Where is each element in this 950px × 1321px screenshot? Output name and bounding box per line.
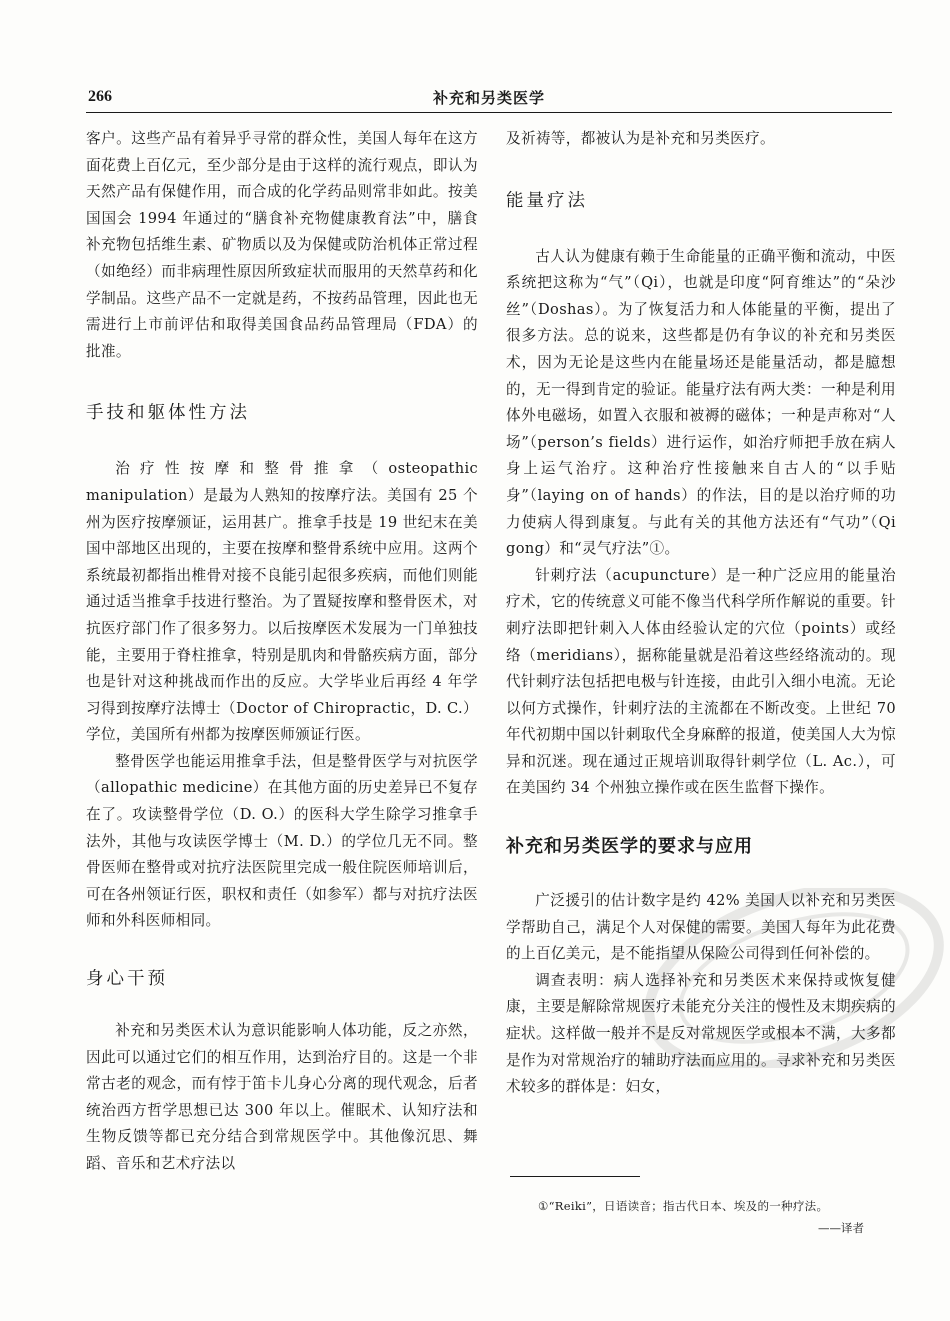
paragraph: 针刺疗法（acupuncture）是一种广泛应用的能量治疗术，它的传统意义可能不像当代科学所作解说的重要。针刺疗法即把针刺入人体由经验认定的穴位（points）或经络（meridians），据称能量就是沿着这些经络流动的。现代针刺疗法包括把电极与针连接，由此引入细小电流。无论以何方式操作，针刺疗法的主流都在不断改变。上世纪 70 年代初期中国以针刺取代全身麻醉的报道，使美国人大为惊异和沉迷。现在通过正规培训取得针刺学位（L. Ac.），可在美国约 34 个州独立操作或在医生监督下操作。 xyxy=(506,566,896,797)
right-column xyxy=(506,126,896,1101)
paragraph: 古人认为健康有赖于生命能量的正确平衡和流动，中医系统把这称为“气”（Qi），也就是印度“阿育维达”的“朵沙丝”（Doshas）。为了恢复活力和人体能量的平衡，提出了很多方法。总的说来，这些都是仍有争议的补充和另类医术，因为无论是这些内在能量场还是能量活动，都是臆想的，无一得到肯定的验证。能量疗法有两大类：一种是利用体外电磁场，如置入衣服和被褥的磁体；一种是声称对“人场”（person’s fields）进行运作，如治疗师把手放在病人身上运气治疗。这种治疗性接触来自古人的“以手贴身”（laying on of hands）的作法，目的是以治疗师的功力使病人得到康复。与此有关的其他方法还有“气功”（Qi gong）和“灵气疗法”①。 xyxy=(506,247,896,558)
paragraph: 补充和另类医术认为意识能影响人体功能，反之亦然，因此可以通过它们的相互作用，达到治疗目的。这是一个非常古老的观念，而有悖于笛卡儿身心分离的现代观念，后者统治西方哲学思想已达 300 年以上。催眠术、认知疗法和生物反馈等都已充分结合到常规医学中。其他像沉思、舞蹈、音乐和艺术疗法以 xyxy=(86,1022,478,1172)
footnote-rule xyxy=(510,1176,640,1177)
running-header xyxy=(86,86,892,113)
footnote: ①“Reiki”，日语读音；指古代日本、埃及的一种疗法。 xyxy=(538,1199,829,1213)
paragraph: 及祈祷等，都被认为是补充和另类医疗。 xyxy=(506,130,775,147)
paragraph: 广泛援引的估计数字是约 42% 美国人以补充和另类医学帮助自己，满足个人对保健的需要。美国人每年为此花费的上百亿美元，是不能指望从保险公司得到任何补偿的。 xyxy=(506,892,896,963)
paragraph: 客户。这些产品有着异乎寻常的群众性，美国人每年在这方面花费上百亿元，至少部分是由于这样的流行观点，即认为天然产品有保健作用，而合成的化学药品则常非如此。按美国国会 1994 年通过的“膳食补充物健康教育法”中，膳食补充物包括维生素、矿物质以及为保健或防治机体正常过程（如绝经）而非病理性原因所致症状而服用的天然草药和化学制品。这些产品不一定就是药，不按药品管理，因此也无需进行上市前评估和取得美国食品药品管理局（FDA）的批准。 xyxy=(86,130,478,360)
left-column xyxy=(86,126,478,1178)
footnote-credit: ——译者 xyxy=(818,1221,864,1235)
page-number: 266 xyxy=(88,88,112,105)
paragraph: 调查表明：病人选择补充和另类医术来保持或恢复健康，主要是解除常规医疗未能充分关注的慢性及末期疾病的症状。这样做一般并不是反对常规医学或根本不满，大多都是作为对常规治疗的辅助疗法而应用的。寻求补充和另类医术较多的群体是：妇女， xyxy=(506,971,896,1096)
paragraph: 治疗性按摩和整骨推拿（osteopathic manipulation）是最为人熟知的按摩疗法。美国有 25 个州为医疗按摩颁证，运用甚广。推拿手技是 19 世纪末在美国中部地区出现的，主要在按摩和整骨系统中应用。这两个系统最初都指出椎骨对接不良能引起很多疾病，而他们则能通过适当推拿手技进行整治。为了置疑按摩和整骨医术，对抗医疗部门作了很多努力。以后按摩医术发展为一门单独技能，主要用于脊柱推拿，特别是肌肉和骨骼疾病方面，部分也是针对这种挑战而作出的反应。大学毕业后再经 4 年学习得到按摩疗法博士（Doctor of Chiropractic，D. C.）学位，美国所有州都为按摩医师颁证行医。 xyxy=(86,460,478,744)
paragraph: 整骨医学也能运用推拿手法，但是整骨医学与对抗医学（allopathic medicine）在其他方面的历史差异已不复存在了。攻读整骨学位（D. O.）的医科大学生除学习推拿手法外，其他与攻读医学博士（M. D.）的学位几无不同。整骨医师在整骨或对抗疗法医院里完成一般住院医师培训后，可在各州领证行医，职权和责任（如参军）都与对抗疗法医师和外科医师相同。 xyxy=(86,752,478,930)
section-heading-requirements: 补充和另类医学的要求与应用 xyxy=(506,836,753,858)
section-heading-mind-body: 身心干预 xyxy=(86,969,168,990)
section-heading-manual-methods: 手技和躯体性方法 xyxy=(86,403,250,424)
running-title: 补充和另类医学 xyxy=(432,89,545,107)
section-heading-energy-therapies: 能量疗法 xyxy=(506,190,588,211)
